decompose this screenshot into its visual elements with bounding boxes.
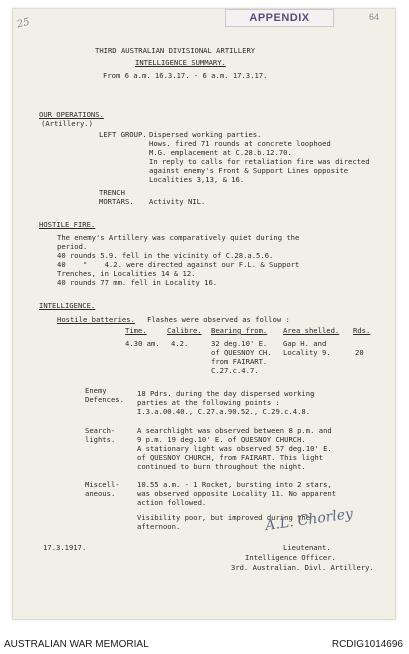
- enemy-defences-line: 18 Pdrs. during the day dispersed working: [137, 389, 315, 398]
- searchlights-line: continued to burn throughout the night.: [137, 462, 306, 471]
- table-header-rounds: Rds.: [353, 326, 371, 335]
- table-cell-bearing: of QUESNOY CH.: [211, 348, 272, 357]
- signatory-rank: Lieutenant.: [283, 543, 331, 552]
- trench-mortars-label: MORTARS.: [99, 197, 134, 206]
- searchlights-line: of QUESNOY CHURCH, from FAIRART. This light: [137, 453, 324, 462]
- record-id: RCDIG1014696: [331, 639, 403, 650]
- left-group-line: Localities 3,13, & 16.: [149, 175, 245, 184]
- hostile-fire-line: 40 " 4.2. were directed against our F.L. & Support: [57, 260, 300, 269]
- trench-mortars-label: TRENCH: [99, 188, 125, 197]
- table-cell-bearing: from FAIRART.: [211, 357, 268, 366]
- table-header-bearing: Bearing from.: [211, 326, 268, 335]
- document-subtitle: INTELLIGENCE SUMMARY.: [135, 58, 226, 67]
- document-page: [12, 8, 396, 620]
- searchlights-line: A stationary light was observed 57 deg.10' E.: [137, 444, 332, 453]
- table-header-calibre: Calibre.: [167, 326, 202, 335]
- archive-name: AUSTRALIAN WAR MEMORIAL: [4, 639, 149, 650]
- table-header-time: Time.: [125, 326, 147, 335]
- appendix-stamp: APPENDIX: [225, 9, 334, 27]
- page-number: 64: [369, 12, 380, 22]
- table-header-area: Area shelled.: [283, 326, 340, 335]
- miscellaneous-line: was observed opposite Locality 11. No apparent: [137, 489, 337, 498]
- miscellaneous-label: Miscell-: [85, 480, 120, 489]
- enemy-defences-label: Enemy: [85, 386, 107, 395]
- signatory-unit: 3rd. Australian. Divl. Artillery.: [231, 563, 374, 572]
- corner-pencil-mark: 25: [15, 16, 31, 31]
- searchlights-line: A searchlight was observed between 8 p.m. and: [137, 426, 332, 435]
- signatory-role: Intelligence Officer.: [245, 553, 336, 562]
- hostile-fire-line: The enemy's Artillery was comparatively quiet during the: [57, 233, 300, 242]
- table-cell-rounds: 20: [355, 348, 364, 357]
- left-group-line: against enemy's Front & Support Lines opposite: [149, 166, 349, 175]
- hostile-fire-heading: HOSTILE FIRE.: [39, 220, 96, 229]
- left-group-label: LEFT GROUP.: [99, 130, 147, 139]
- intelligence-heading: INTELLIGENCE.: [39, 301, 96, 310]
- left-group-line: In reply to calls for retaliation fire was directed: [149, 157, 370, 166]
- table-cell-area: Gap H. and: [283, 339, 327, 348]
- archive-footer: [0, 634, 409, 654]
- miscellaneous-line: action followed.: [137, 498, 207, 507]
- miscellaneous-label: aneous.: [85, 489, 116, 498]
- table-cell-area: Locality 9.: [283, 348, 331, 357]
- visibility-line: afternoon.: [137, 522, 181, 531]
- operations-subheading: (Artillery.): [41, 119, 93, 128]
- table-cell-time: 4.30 am.: [125, 339, 160, 348]
- hostile-batteries-label: Hostile batteries.: [57, 315, 135, 324]
- hostile-fire-line: Trenches, in Localities 14 & 12.: [57, 269, 196, 278]
- visibility-line: Visibility poor, but improved during the: [137, 513, 311, 522]
- table-cell-bearing: 32 deg.10' E.: [211, 339, 268, 348]
- enemy-defences-line: parties at the following points :: [137, 398, 280, 407]
- searchlights-label: Search-: [85, 426, 116, 435]
- hostile-fire-line: 40 rounds 77 mm. fell in Locality 16.: [57, 278, 218, 287]
- hostile-fire-line: 40 rounds 5.9. fell in the vicinity of C.28.a.5.6.: [57, 251, 274, 260]
- trench-mortars-text: Activity NIL.: [149, 197, 206, 206]
- report-period: From 6 a.m. 16.3.17. - 6 a.m. 17.3.17.: [103, 71, 268, 80]
- miscellaneous-line: 10.55 a.m. - 1 Rocket, bursting into 2 stars,: [137, 480, 332, 489]
- handwritten-signature: A.L. Chorley: [264, 505, 354, 535]
- report-date: 17.3.1917.: [43, 543, 87, 552]
- left-group-line: Dispersed working parties.: [149, 130, 262, 139]
- searchlights-line: 9 p.m. 19 deg.10' E. of QUESNOY CHURCH.: [137, 435, 306, 444]
- searchlights-label: lights.: [85, 435, 116, 444]
- document-title: THIRD AUSTRALIAN DIVISIONAL ARTILLERY: [95, 46, 256, 55]
- operations-heading: OUR OPERATIONS.: [39, 110, 104, 119]
- left-group-line: M.G. emplacement at C.28.b.12.70.: [149, 148, 292, 157]
- hostile-fire-line: period.: [57, 242, 88, 251]
- left-group-line: Hows. fired 71 rounds at concrete loophoed: [149, 139, 331, 148]
- hostile-batteries-text: Flashes were observed as follow :: [147, 315, 290, 324]
- table-cell-bearing: C.27.c.4.7.: [211, 366, 259, 375]
- enemy-defences-label: Defences.: [85, 395, 124, 404]
- table-cell-calibre: 4.2.: [171, 339, 189, 348]
- enemy-defences-line: I.3.a.00.40., C.27.a.90.52., C.29.c.4.8.: [137, 407, 311, 416]
